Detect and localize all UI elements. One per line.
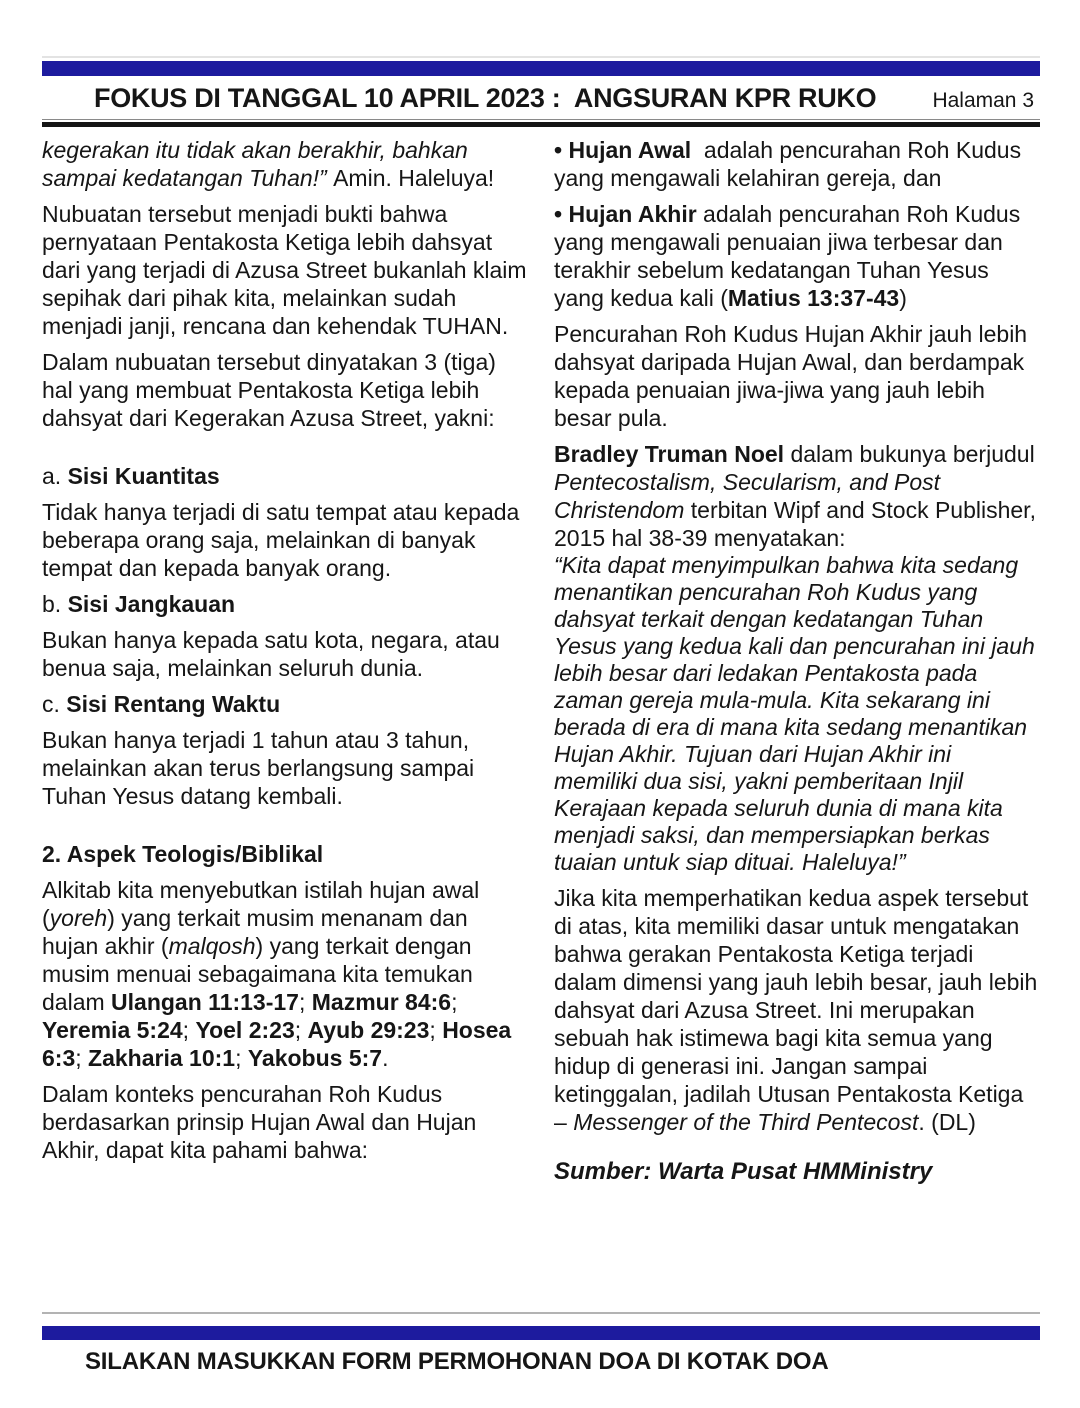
paragraph-dalam-konteks [42,1080,528,1164]
text-run: Pentecostalism, Secularism, and Post Christendom [554,469,947,523]
text-run: Ulangan 11:13-17 [111,989,299,1015]
text-run: kegerakan itu tidak akan berakhir, bahkan sampai kedatangan Tuhan!” [42,137,475,191]
top-blue-bar [42,61,1040,76]
text-run: ; [182,1017,196,1043]
top-fade-line [42,56,1040,58]
paragraph-bradley [554,440,1043,552]
text-run: Hujan Awal [568,137,692,163]
text-run: Mazmur 84:6 [311,989,452,1015]
text-run: Alkitab kita menyebutkan istilah hujan awal ( [42,877,486,931]
text-run: Bukan hanya kepada satu kota, negara, atau benua saja, melainkan seluruh dunia. [42,627,507,681]
text-run: Hosea 6:3 [42,1017,518,1071]
paragraph-quote [554,552,1040,876]
text-run: Hujan Akhir [568,201,697,227]
text-run: “Kita dapat menyimpulkan bahwa kita sedang menantikan pencurahan Roh Kudus yang dahsyat terkait dengan kedatangan Tuhan Yesus yang kedua kali dan pencurahan ini jauh lebih besar dari ledakan Pentakosta pada zaman gereja mula-mula. Kita sekarang ini berada di era di mana kita sedang menantikan Hujan Akhir. Tujuan dari Hujan Akhir ini memiliki dua sisi, yakni pemberitaan Injil Kerajaan kepada seluruh dunia di mana kita menjadi saksi, dan mempersiapkan berkas tuaian untuk siap dituai. Haleluya!” [554,552,1042,875]
paragraph-dalam-nubuatan [42,348,528,432]
text-run: ; [298,989,312,1015]
source-line [554,1158,1040,1186]
paragraph-alkitab [42,876,528,1072]
text-run: ; [75,1045,89,1071]
text-run: Yoel 2:23 [195,1017,295,1043]
page-footer [42,1312,1040,1376]
text-run: dalam bukunya berjudul [784,441,1042,467]
text-run: Pencurahan Roh Kudus Hujan Akhir jauh lebih dahsyat daripada Hujan Awal, dan berdampak kepada penuaian jiwa-jiwa yang jauh lebih besar pula. [554,321,1034,431]
text-run: Tidak hanya terjadi di satu tempat atau kepada beberapa orang saja, melainkan di banyak tempat dan kepada banyak orang. [42,499,526,581]
header-title: FOKUS DI TANGGAL 10 APRIL 2023 : ANGSURAN KPR RUKO [94,83,877,113]
header-rule-thin [42,119,1040,120]
text-run: Sisi Rentang Waktu [66,691,281,717]
text-run: adalah pencurahan Roh Kudus yang mengawali kelahiran gereja, dan [554,137,1028,191]
footer-blue-bar [42,1326,1040,1340]
text-run: b. [42,591,68,617]
left-column [42,136,533,1194]
text-run: Yeremia 5:24 [42,1017,183,1043]
paragraph-sisi-kuantitas [42,498,528,582]
bullet-hujan-awal [554,136,1040,192]
text-run: • [554,137,569,163]
page-number-label: Halaman 3 [932,89,1034,112]
text-run: ) [899,285,907,311]
heading-sisi-jangkauan [42,590,528,618]
top-margin [0,0,1080,56]
heading-sisi-rentang-waktu [42,690,528,718]
text-run: Sisi Jangkauan [67,591,236,617]
footer-gray-line [42,1312,1040,1314]
text-run: ; [294,1017,308,1043]
heading-aspek-teologis [42,840,528,868]
text-run: Yakobus 5:7 [247,1045,383,1071]
text-run: Bukan hanya terjadi 1 tahun atau 3 tahun, melainkan akan terus berlangsung sampai Tuhan Yesus datang kembali. [42,727,481,809]
page-header [42,76,1040,119]
text-run: malqosh [168,933,256,959]
text-run: adalah pencurahan Roh Kudus yang mengawali penuaian jiwa terbesar dan terakhir sebelum kedatangan Tuhan Yesus yang kedua kali ( [554,201,1027,311]
text-run: Bradley Truman Noel [554,441,785,467]
footer-text: SILAKAN MASUKKAN FORM PERMOHONAN DOA DI KOTAK DOA [85,1348,829,1375]
paragraph-pencurahan [554,320,1040,432]
text-run: • [554,201,569,227]
text-run: Sisi Kuantitas [67,463,220,489]
paragraph-nubuatan [42,200,533,340]
text-run: . [382,1045,389,1071]
paragraph-continuation-quote [42,136,528,192]
text-run: Dalam konteks pencurahan Roh Kudus berdasarkan prinsip Hujan Awal dan Hujan Akhir, dapat kita pahami bahwa: [42,1081,482,1163]
paragraph-jika-kita [554,884,1044,1136]
text-run: terbitan Wipf and Stock Publisher, 2015 hal 38-39 menyatakan: [554,497,1043,551]
text-run: c. [42,691,67,717]
text-run: ; [235,1045,248,1071]
text-run: ; [451,989,464,1015]
text-run: a. [42,463,68,489]
bullet-hujan-akhir [554,200,1040,312]
text-run: yoreh [49,905,108,931]
text-run: Zakharia 10:1 [88,1045,236,1071]
text-run: Messenger of the Third Pentecost [573,1109,919,1135]
text-run: Matius 13:37-43 [727,285,900,311]
text-run: Sumber: Warta Pusat HMMinistry [554,1158,933,1185]
text-run: 2. Aspek Teologis/Biblikal [42,841,324,867]
text-run: Nubuatan tersebut menjadi bukti bahwa pernyataan Pentakosta Ketiga lebih dahsyat dari yang terjadi di Azusa Street bukanlah klaim sepihak dari pihak kita, melainkan sudah menjadi janji, rencana dan kehendak TUHAN. [42,201,533,339]
article-body [42,127,1044,1194]
text-run: Amin. Haleluya! [333,165,495,191]
paragraph-sisi-jangkauan [42,626,528,682]
text-run: Dalam nubuatan tersebut dinyatakan 3 (tiga) hal yang membuat Pentakosta Ketiga lebih dahsyat dari Kegerakan Azusa Street, yakni: [42,349,503,431]
text-run: ) yang terkait musim menanam dan hujan akhir ( [42,905,475,959]
right-column [554,136,1044,1194]
text-run: ) yang terkait dengan musim menuai sebagaimana kita temukan dalam [42,933,480,1015]
heading-sisi-kuantitas [42,462,528,490]
text-run: Ayub 29:23 [307,1017,430,1043]
text-run: . (DL) [918,1109,976,1135]
text-run: Jika kita memperhatikan kedua aspek tersebut di atas, kita memiliki dasar untuk mengatakan bahwa gerakan Pentakosta Ketiga terjadi dalam dimensi yang jauh lebih besar, jauh lebih dahsyat dari Azusa Street. Ini merupakan sebuah hak istimewa bagi kita semua yang hidup di generasi ini. Jangan sampai ketinggalan, jadilah Utusan Pentakosta Ketiga – [554,885,1044,1135]
paragraph-sisi-rentang-waktu [42,726,528,810]
text-run: ; [429,1017,443,1043]
